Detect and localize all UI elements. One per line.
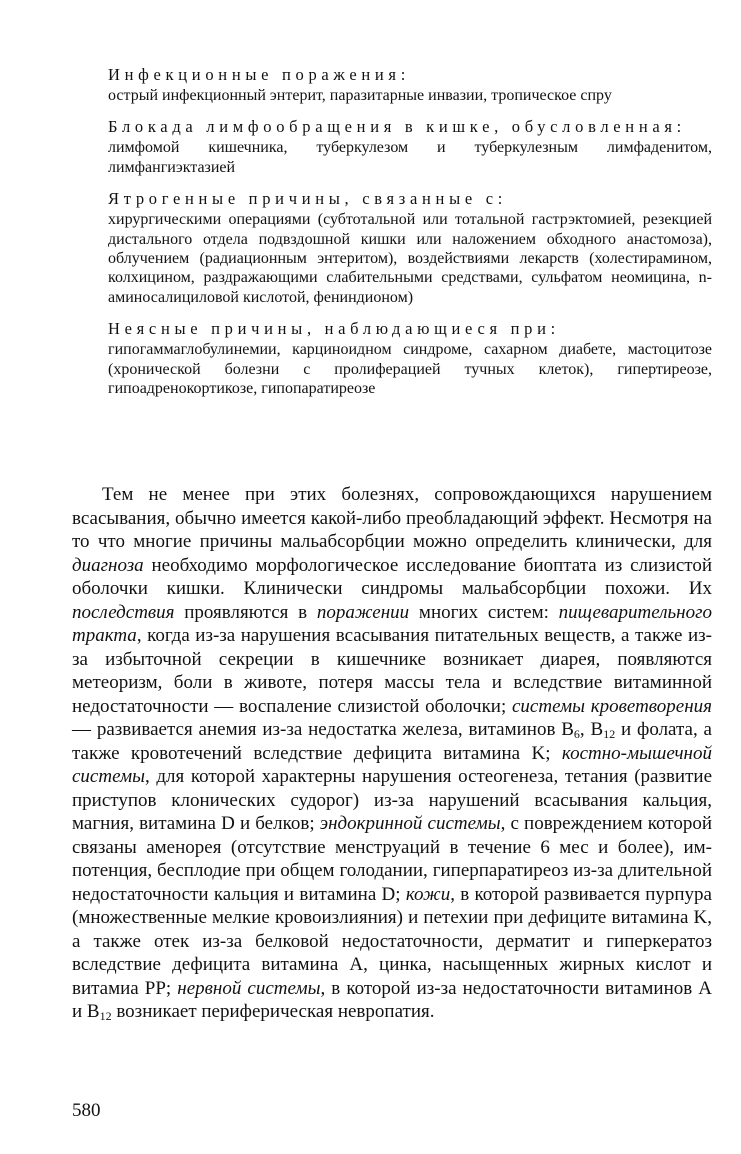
text-run: возникает периферическая невропатия. (111, 1001, 435, 1022)
cause-unclear (108, 318, 712, 398)
cause-text: гипогаммаглобулинемии, карциноидном синдроме, сахарном диабете, мастоцитозе (хронической болезни с пролиферацией тучных клеток), гипертиреозе, гипоадренокортикозе, гипопаратиреозе (108, 341, 712, 398)
cause-heading: Инфекционные поражения: (108, 65, 410, 84)
emphasis-term: нервной системы (177, 977, 321, 999)
text-run: , с повреждением которой связаны аменорея (отсутствие менструаций в течение 6 мес и более), импотенция, бесплодие при общем голодании, гиперпаратиреоз из-за длительной недостаточности кальция и витамина D; (72, 813, 712, 905)
emphasis-term: последствия (72, 601, 175, 623)
text-run: , для которой характерны нарушения остеогенеза, тетания (развитие приступов клонических судорог) из-за нарушений всасывания кальция, магния, витамина D и белков; (72, 766, 712, 834)
text-run: — развивается анемия из-за недостатка железа, витаминов B (72, 719, 574, 740)
cause-text: хирургическими операциями (субтотальной или тотальной гастрэктомией, резекцией дистального отдела подвздошной кишки или наложением обходного анастомоза), облучением (радиационным энтеритом), воздействиями лекарств (холестирамином, колхицином, раздражающими слабительными средствами, сульфатом неомицина, n-аминосалициловой кислотой, фениндионом) (108, 211, 712, 306)
cause-heading: Ятрогенные причины, связанные с: (108, 189, 508, 209)
text-run: и фолата, а также кровотечений вследствие дефицита витамина K; (72, 719, 712, 764)
causes-list (108, 64, 712, 409)
main-paragraph (72, 483, 712, 1024)
emphasis-term: эндокринной системы (319, 813, 501, 834)
cause-text: острый инфекционный энтерит, паразитарные инвазии, тропическое спру (108, 87, 612, 104)
emphasis-term: диагноза (72, 554, 144, 576)
page-number: 580 (72, 1100, 101, 1121)
subscript: 6 (573, 727, 580, 741)
cause-infectious (108, 64, 712, 105)
subscript: 12 (603, 727, 616, 741)
emphasis-term: кожи (405, 883, 451, 905)
text-run: проявляются в (174, 601, 317, 623)
text-run: , в которой развивается пурпура (множественные мелкие кровоизлияния) и петехии при дефиците витамина K, а также отек из-за белковой недостаточности, дерматит и гиперкератоз вследствие дефицита витамина A, цинка, насыщенных жирных кислот и витамиа PP; (72, 883, 712, 999)
emphasis-term: системы кроветворения (511, 695, 712, 717)
text-run: многих систем: (409, 601, 559, 623)
emphasis-term: костно-мышечной системы (72, 742, 712, 787)
text-run: , B (579, 719, 604, 740)
subscript: 12 (99, 1009, 112, 1023)
cause-text: лимфомой кишечника, туберкулезом и туберкулезным лимфаденитом, лимфангиэктазией (108, 139, 712, 176)
text-run: необходимо морфологическое исследование биоптата из слизистой оболочки кишки. Клинически синдромы мальабсорбции похожи. Их (72, 554, 712, 599)
emphasis-term: пищеварительного тракта (72, 601, 712, 646)
text-run: , когда из-за нарушения всасывания питательных веществ, а также из-за избыточной секреции в кишечнике возникает диарея, появляются метеоризм, боли в животе, потеря массы тела и вследствие витаминной недостаточности — воспаление слизистой оболочки; (72, 625, 712, 717)
text-run: , в которой из-за недостаточности витаминов A и B (72, 977, 712, 1022)
cause-heading: Блокада лимфообращения в кишке, обусловленная: (108, 117, 686, 137)
text-run: Тем не менее при этих болезнях, сопровождающихся нарушением всасывания, обычно имеется какой-либо преобладающий эффект. Несмотря на то что многие причины мальабсорбции можно определить клинически, для (72, 484, 712, 552)
cause-iatrogenic (108, 188, 712, 307)
cause-lymph-blockade (108, 116, 712, 177)
emphasis-term: поражении (316, 601, 410, 623)
cause-heading: Неясные причины, наблюдающиеся при: (108, 319, 560, 339)
